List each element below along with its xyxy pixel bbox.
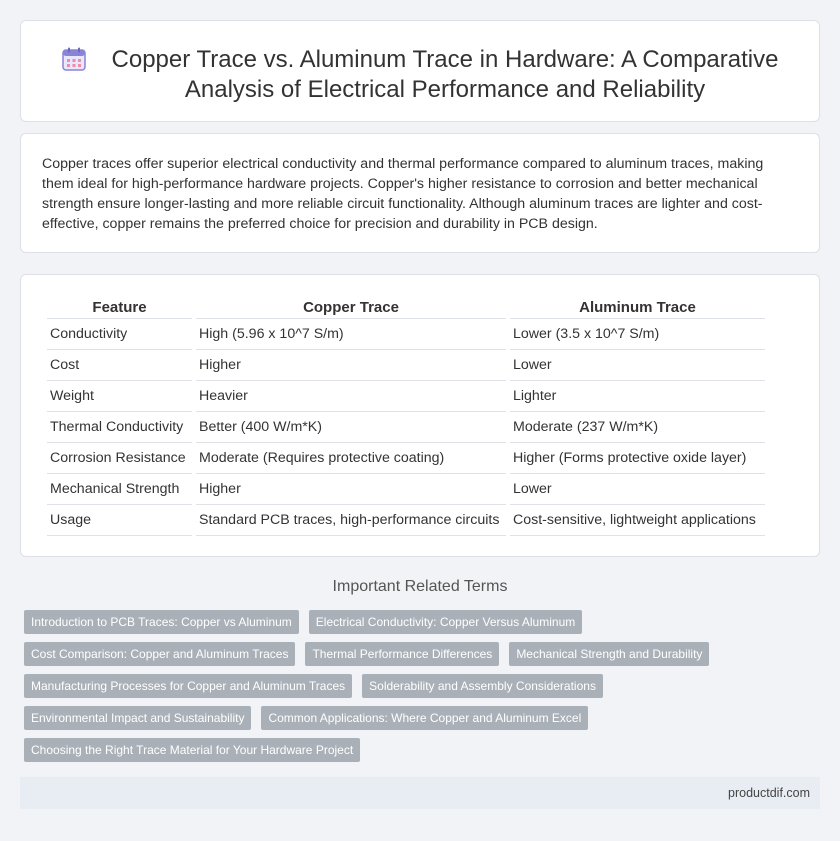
tag-row	[24, 610, 824, 634]
related-term-tag[interactable]: Solderability and Assembly Considerations	[362, 674, 603, 698]
table-row	[47, 412, 765, 443]
table-header-row	[47, 297, 765, 319]
related-term-tag[interactable]: Mechanical Strength and Durability	[509, 642, 709, 666]
aluminum-cell: Lower (3.5 x 10^7 S/m)	[510, 319, 765, 350]
tag-row	[24, 706, 824, 730]
tag-row	[24, 642, 824, 666]
header-copper: Copper Trace	[196, 297, 506, 319]
feature-cell: Weight	[47, 381, 192, 412]
related-term-tag[interactable]: Common Applications: Where Copper and Aluminum Excel	[261, 706, 588, 730]
feature-cell: Usage	[47, 505, 192, 536]
aluminum-cell: Lighter	[510, 381, 765, 412]
table-row	[47, 443, 765, 474]
copper-cell: Standard PCB traces, high-performance circuits	[196, 505, 506, 536]
related-term-tag[interactable]: Environmental Impact and Sustainability	[24, 706, 251, 730]
header-feature: Feature	[47, 297, 192, 319]
copper-cell: Higher	[196, 350, 506, 381]
copper-cell: Moderate (Requires protective coating)	[196, 443, 506, 474]
feature-cell: Corrosion Resistance	[47, 443, 192, 474]
related-term-tag[interactable]: Manufacturing Processes for Copper and Aluminum Traces	[24, 674, 352, 698]
copper-cell: Heavier	[196, 381, 506, 412]
aluminum-cell: Cost-sensitive, lightweight applications	[510, 505, 765, 536]
summary-card	[20, 133, 820, 253]
comparison-table-card	[20, 274, 820, 557]
title-card	[20, 20, 820, 122]
copper-cell: Higher	[196, 474, 506, 505]
feature-cell: Conductivity	[47, 319, 192, 350]
table-row	[47, 319, 765, 350]
footer-site-link[interactable]: productdif.com	[728, 786, 810, 800]
aluminum-cell: Higher (Forms protective oxide layer)	[510, 443, 765, 474]
aluminum-cell: Lower	[510, 350, 765, 381]
feature-cell: Mechanical Strength	[47, 474, 192, 505]
header-aluminum: Aluminum Trace	[510, 297, 765, 319]
summary-text: Copper traces offer superior electrical conductivity and thermal performance compared to aluminum traces, making them ideal for high-performance hardware projects. Copper's higher resistance to corrosion and better mechanical strength ensure longer-lasting and more reliable circuit functionality. Although aluminum traces are lighter and cost-effective, copper remains the preferred choice for precision and durability in PCB design.	[42, 156, 764, 232]
related-terms-title: Important Related Terms	[332, 578, 508, 595]
copper-cell: Better (400 W/m*K)	[196, 412, 506, 443]
table-row	[47, 505, 765, 536]
related-term-tag[interactable]: Electrical Conductivity: Copper Versus Aluminum	[309, 610, 582, 634]
feature-cell: Thermal Conductivity	[47, 412, 192, 443]
feature-cell: Cost	[47, 350, 192, 381]
tag-row	[24, 674, 824, 698]
related-terms-list	[24, 610, 824, 770]
page-title: Copper Trace vs. Aluminum Trace in Hardware: A Comparative Analysis of Electrical Performance and Reliability	[111, 46, 779, 103]
table-row	[47, 350, 765, 381]
comparison-table	[43, 297, 769, 536]
related-term-tag[interactable]: Cost Comparison: Copper and Aluminum Traces	[24, 642, 295, 666]
table-row	[47, 381, 765, 412]
aluminum-cell: Moderate (237 W/m*K)	[510, 412, 765, 443]
related-term-tag[interactable]: Introduction to PCB Traces: Copper vs Aluminum	[24, 610, 299, 634]
copper-cell: High (5.96 x 10^7 S/m)	[196, 319, 506, 350]
footer	[20, 777, 820, 809]
table-row	[47, 474, 765, 505]
related-term-tag[interactable]: Thermal Performance Differences	[305, 642, 499, 666]
aluminum-cell: Lower	[510, 474, 765, 505]
related-term-tag[interactable]: Choosing the Right Trace Material for Your Hardware Project	[24, 738, 360, 762]
tag-row	[24, 738, 824, 762]
